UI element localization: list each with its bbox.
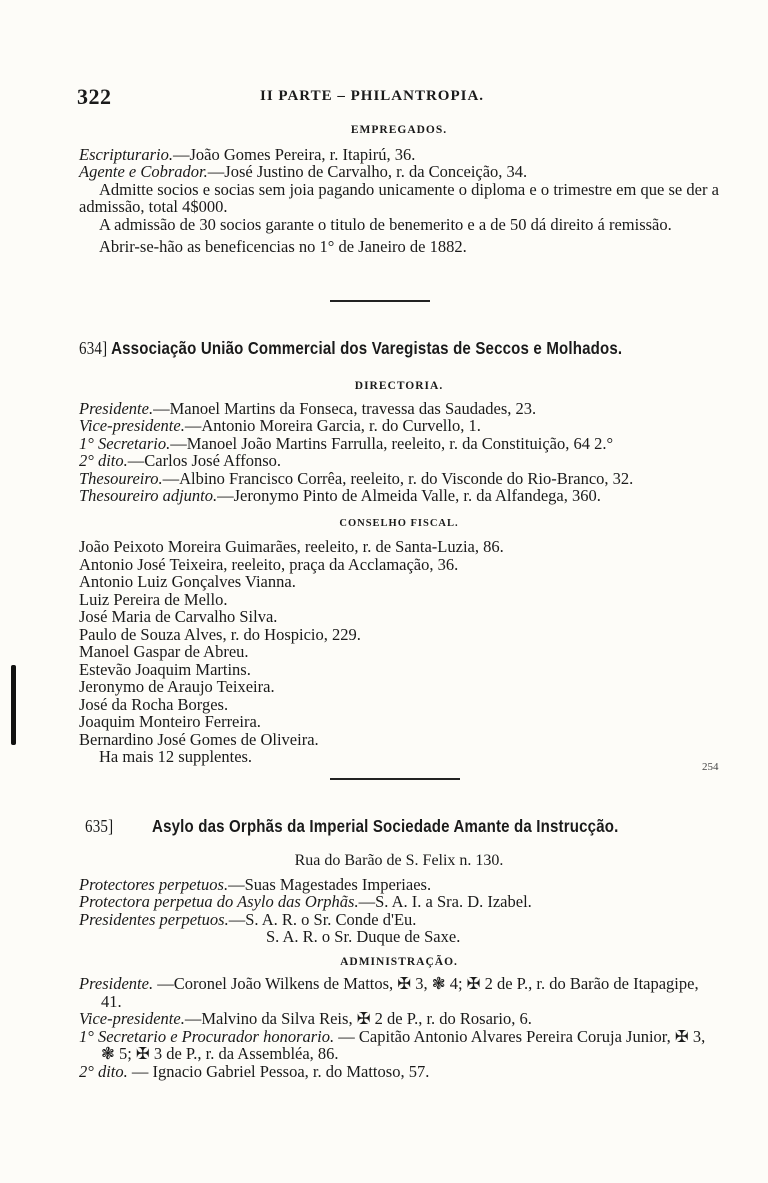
employee-line: [79, 163, 719, 181]
role-text: —Malvino da Silva Reis, ✠ 2 de P., r. do Rosario, 6.: [184, 1009, 532, 1028]
conselho-member: João Peixoto Moreira Guimarães, reeleito, r. de Santa-Luzia, 86.: [79, 537, 504, 556]
conselho-member: José da Rocha Borges.: [79, 694, 229, 714]
conselho-member: Bernardino José Gomes de Oliveira.: [79, 729, 319, 749]
empregados-heading: EMPREGADOS.: [350, 124, 448, 136]
conselho-member: Jeronymo de Araujo Teixeira.: [79, 677, 275, 696]
role-label: Protectores perpetuos.: [79, 874, 229, 894]
paragraph-benemerito: A admissão de 30 socios garante o titulo de benemerito e a de 50 dá direito á remissão.: [99, 214, 672, 234]
role-label: Thesoureiro.: [79, 468, 163, 488]
administracao-line: [79, 1028, 719, 1063]
role-label: 2° dito.: [79, 1061, 128, 1081]
running-title: II PARTE – PHILANTROPIA.: [260, 88, 485, 104]
role-label: Thesoureiro adjunto.: [79, 486, 218, 505]
role-text: —Manoel João Martins Farrulla, reeleito, r. da Constituição, 64 2.°: [170, 433, 614, 453]
page-header: [0, 84, 768, 108]
paragraph-admission: Admitte socios e socias sem joia pagando unicamente o diploma e o trimestre em que se der a admissão, total 4$000.: [79, 179, 719, 216]
conselho-member: Paulo de Souza Alves, r. do Hospicio, 229.: [79, 624, 361, 644]
administracao-line: [79, 975, 719, 1010]
protector-line: [79, 911, 719, 929]
conselho-member: José Maria de Carvalho Silva.: [79, 607, 278, 626]
role-text: — Ignacio Gabriel Pessoa, r. do Mattoso, 57.: [127, 1061, 430, 1081]
section-633-tail: [79, 122, 719, 256]
conselho-member: Antonio Luiz Gonçalves Vianna.: [79, 572, 296, 591]
directoria-line: [79, 452, 719, 470]
page-number: 322: [77, 84, 112, 109]
role-text: —Coronel João Wilkens de Mattos, ✠ 3, ❃ 4; ✠ 2 de P., r. do Barão de Itapagipe, 41.: [101, 974, 699, 1011]
role-label: Escripturario.: [79, 144, 173, 164]
role-text: —Suas Magestades Imperiaes.: [228, 874, 432, 894]
margin-mark: [11, 665, 16, 745]
directoria-line: [79, 470, 719, 488]
conselho-heading: CONSELHO FISCAL.: [339, 517, 459, 529]
role-text: —Jeronymo Pinto de Almeida Valle, r. da Alfandega, 360.: [217, 486, 601, 505]
directoria-line: [79, 435, 719, 453]
conselho-member: Antonio José Teixeira, reeleito, praça da Acclamação, 36.: [79, 554, 459, 574]
asylo-address: Rua do Barão de S. Felix n. 130.: [294, 852, 504, 869]
section-divider: [330, 778, 460, 780]
employee-line: [79, 146, 719, 164]
section-635-title: [85, 816, 618, 837]
role-label: Presidente.: [79, 974, 154, 993]
directoria-line: [79, 400, 719, 418]
section-634-title: [79, 338, 622, 359]
supplentes-note: Ha mais 12 supplentes.: [99, 747, 253, 766]
section-635-body: [79, 852, 719, 1080]
role-text: — Capitão Antonio Alvares Pereira Coruja Junior, ✠ 3, ❃ 5; ✠ 3 de P., r. da Assembléa, 86.: [101, 1026, 706, 1063]
role-label: Presidente.: [79, 398, 154, 418]
role-label: 1° Secretario.: [79, 433, 171, 453]
section-title-text: Asylo das Orphãs da Imperial Sociedade Amante da Instrucção.: [152, 816, 619, 836]
administracao-line: [79, 1063, 719, 1081]
section-number: 634]: [79, 338, 108, 358]
role-label: Vice-presidente.: [79, 1009, 185, 1028]
role-text: —José Justino de Carvalho, r. da Conceição, 34.: [207, 162, 528, 181]
administracao-line: [79, 1010, 719, 1028]
section-divider: [330, 300, 430, 302]
role-text: —Manoel Martins da Fonseca, travessa das Saudades, 23.: [153, 398, 537, 418]
role-text: —Albino Francisco Corrêa, reeleito, r. do Visconde do Rio-Branco, 32.: [162, 468, 634, 488]
conselho-member: Luiz Pereira de Mello.: [79, 589, 228, 609]
role-label: 1° Secretario e Procurador honorario.: [79, 1026, 335, 1046]
protector-line: [79, 876, 719, 894]
directoria-line: [79, 487, 719, 505]
administracao-heading: ADMINISTRAÇÃO.: [340, 955, 458, 968]
conselho-member: Manoel Gaspar de Abreu.: [79, 642, 249, 661]
section-number: 635]: [85, 816, 114, 836]
conselho-member: Joaquim Monteiro Ferreira.: [79, 712, 261, 731]
role-label: Presidentes perpetuos.: [79, 909, 229, 929]
protector-line-continued: S. A. R. o Sr. Duque de Saxe.: [266, 927, 461, 946]
directoria-line: [79, 417, 719, 435]
directoria-heading: DIRECTORIA.: [354, 380, 444, 392]
protector-line: [79, 893, 719, 911]
role-text: —S. A. I. a Sra. D. Izabel.: [358, 892, 532, 911]
role-label: 2° dito.: [79, 451, 128, 470]
role-label: Agente e Cobrador.: [79, 162, 208, 181]
role-label: Protectora perpetua do Asylo das Orphãs.: [79, 892, 359, 911]
conselho-member: Estevão Joaquim Martins.: [79, 659, 251, 679]
section-title-text: Associação União Commercial dos Varegistas de Seccos e Molhados.: [111, 338, 623, 358]
margin-number: 254: [702, 761, 719, 773]
paragraph-beneficencias: Abrir-se-hão as beneficencias no 1° de Janeiro de 1882.: [99, 237, 467, 256]
role-text: —Carlos José Affonso.: [127, 451, 282, 470]
role-label: Vice-presidente.: [79, 416, 185, 435]
section-634-body: [79, 378, 719, 766]
conselho-list: [79, 538, 719, 766]
role-text: —João Gomes Pereira, r. Itapirú, 36.: [172, 144, 416, 164]
role-text: —Antonio Moreira Garcia, r. do Curvello, 1.: [184, 416, 481, 435]
role-text: —S. A. R. o Sr. Conde d'Eu.: [228, 909, 417, 929]
